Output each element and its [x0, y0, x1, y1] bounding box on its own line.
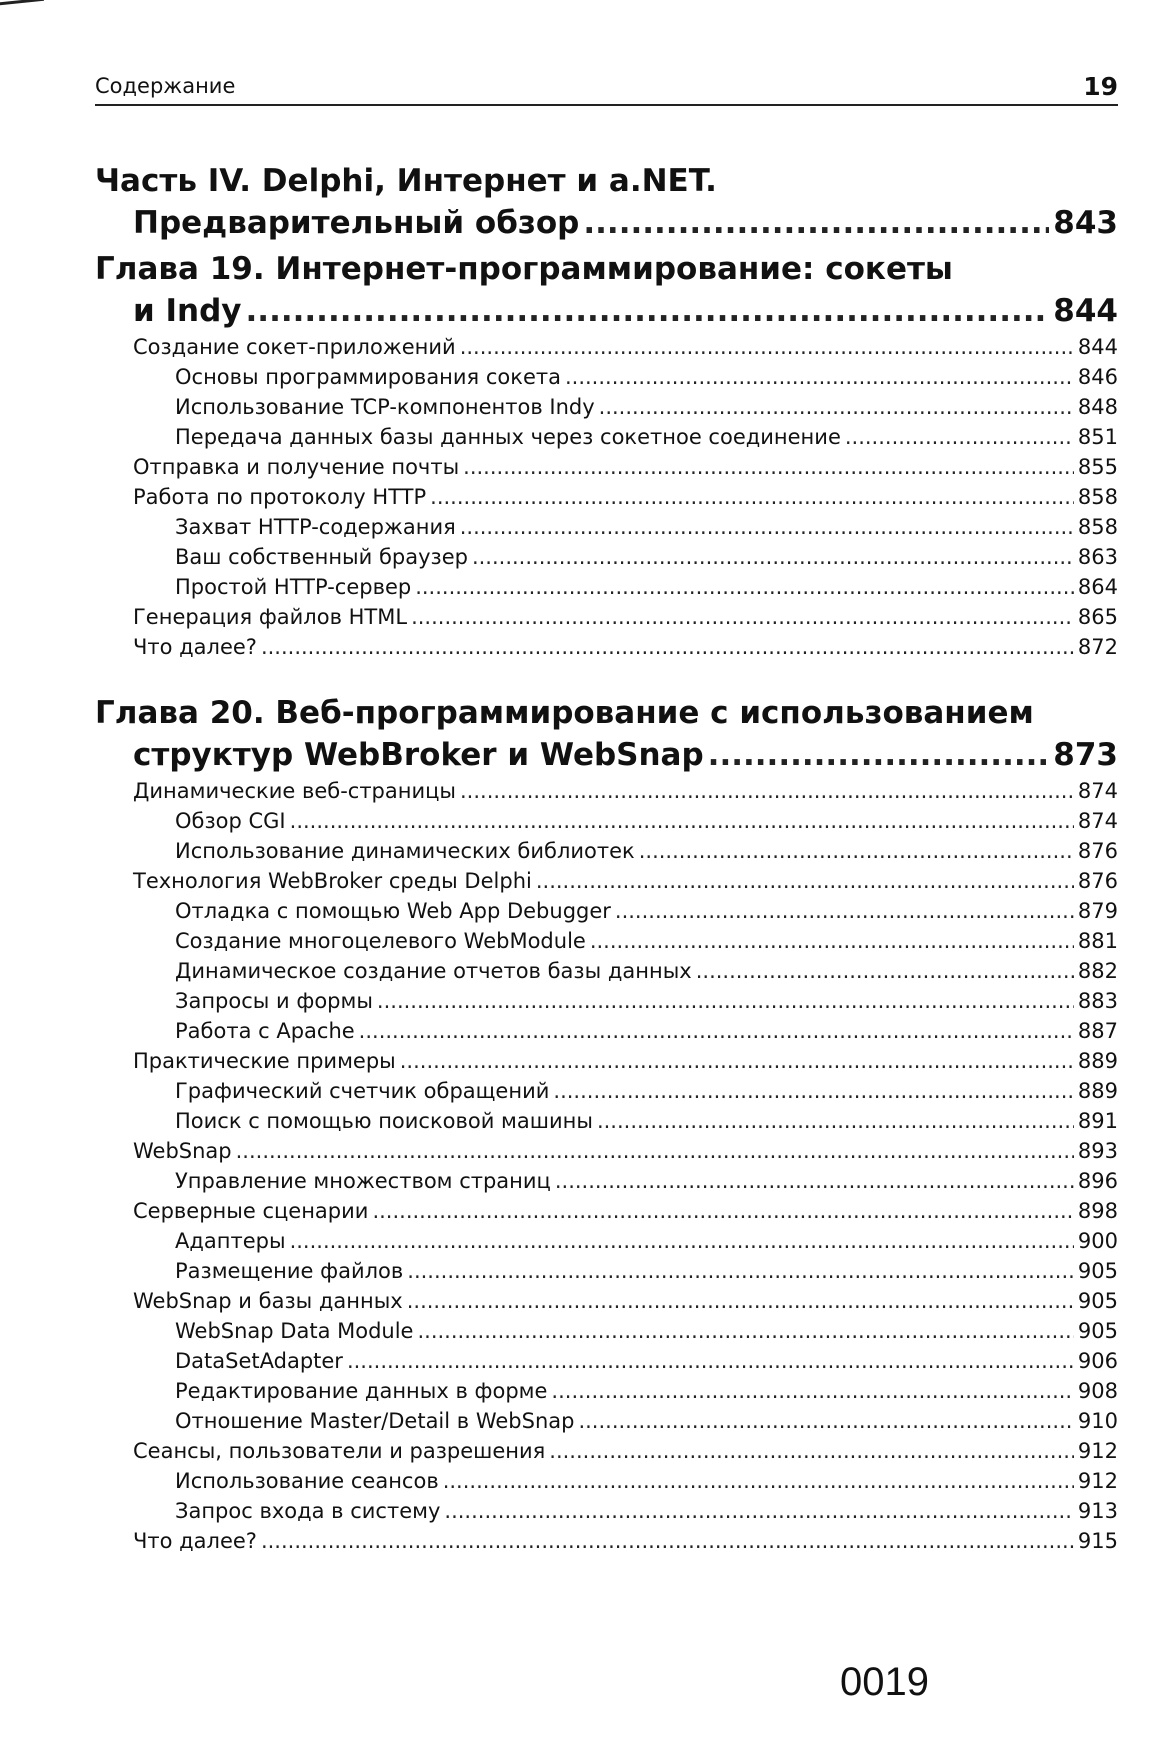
toc-section — [95, 452, 1118, 482]
dot-leader — [549, 1436, 1074, 1466]
toc-entry-page: 865 — [1077, 605, 1118, 629]
dot-leader — [261, 1526, 1074, 1556]
table-of-contents — [95, 160, 1118, 1556]
toc-section — [95, 1286, 1118, 1316]
chapter-title-line1: Глава 19. Интернет-программирование: сокеты — [95, 251, 953, 287]
dot-leader — [415, 572, 1074, 602]
chapter-heading — [95, 692, 1118, 776]
chapter-page: 873 — [1053, 737, 1118, 773]
dot-leader — [290, 806, 1074, 836]
toc-entry-page: 889 — [1077, 1049, 1118, 1073]
toc-subsection — [95, 896, 1118, 926]
toc-section — [95, 482, 1118, 512]
toc-entry-page: 874 — [1077, 809, 1118, 833]
toc-subsection — [95, 1496, 1118, 1526]
chapter-page: 844 — [1053, 293, 1118, 329]
dot-leader — [347, 1346, 1074, 1376]
toc-entry-page: 874 — [1077, 779, 1118, 803]
toc-entry-page: 900 — [1077, 1229, 1118, 1253]
toc-subsection — [95, 1406, 1118, 1436]
toc-entry-title: Практические примеры — [133, 1049, 396, 1073]
dot-leader — [411, 602, 1074, 632]
toc-entry-page: 848 — [1077, 395, 1118, 419]
dot-leader — [430, 482, 1074, 512]
toc-entry-title: Динамические веб-страницы — [133, 779, 456, 803]
toc-entry-title: Что далее? — [133, 635, 257, 659]
toc-subsection — [95, 836, 1118, 866]
toc-subsection — [95, 1346, 1118, 1376]
toc-entry-title: Использование динамических библиотек — [175, 839, 635, 863]
toc-subsection — [95, 1226, 1118, 1256]
toc-entry-title: Размещение файлов — [175, 1259, 404, 1283]
toc-entry-title: Использование сеансов — [175, 1469, 439, 1493]
running-title: Содержание — [95, 74, 236, 98]
part-page: 843 — [1053, 205, 1118, 241]
dot-leader — [359, 1016, 1074, 1046]
dot-leader — [553, 1076, 1074, 1106]
dot-leader — [615, 896, 1074, 926]
toc-entry-title: Редактирование данных в форме — [175, 1379, 548, 1403]
toc-entry-title: Создание многоцелевого WebModule — [175, 929, 586, 953]
toc-subsection — [95, 362, 1118, 392]
dot-leader — [407, 1286, 1074, 1316]
dot-leader — [551, 1376, 1073, 1406]
toc-subsection — [95, 1106, 1118, 1136]
chapter-title-entry — [95, 734, 1118, 776]
dot-leader — [246, 290, 1050, 332]
scan-corner-mark — [0, 0, 44, 15]
dot-leader — [583, 202, 1049, 244]
toc-subsection — [95, 1016, 1118, 1046]
toc-entry-title: Отправка и получение почты — [133, 455, 460, 479]
toc-entry-page: 879 — [1077, 899, 1118, 923]
toc-subsection — [95, 956, 1118, 986]
toc-entry-title: Обзор CGI — [175, 809, 286, 833]
chapter-title-entry — [95, 290, 1118, 332]
dot-leader — [400, 1046, 1074, 1076]
dot-leader — [417, 1316, 1073, 1346]
toc-entry-title: Технология WebBroker среды Delphi — [133, 869, 532, 893]
toc-entry-page: 889 — [1077, 1079, 1118, 1103]
part-title-line1: Часть IV. Delphi, Интернет и a.NET. — [95, 163, 717, 199]
toc-entry-page: 883 — [1077, 989, 1118, 1013]
toc-subsection — [95, 1376, 1118, 1406]
toc-entry-title: DataSetAdapter — [175, 1349, 343, 1373]
toc-subsection — [95, 542, 1118, 572]
toc-entry-page: 905 — [1077, 1319, 1118, 1343]
dot-leader — [261, 632, 1074, 662]
toc-entry-title: Адаптеры — [175, 1229, 286, 1253]
toc-subsection — [95, 1316, 1118, 1346]
dot-leader — [236, 1136, 1074, 1166]
toc-entry-page: 893 — [1077, 1139, 1118, 1163]
toc-subsection — [95, 512, 1118, 542]
toc-entry-title: Ваш собственный браузер — [175, 545, 468, 569]
toc-entry-title: Основы программирования сокета — [175, 365, 561, 389]
chapter-title-line2: структур WebBroker и WebSnap — [133, 737, 704, 773]
toc-entry-title: Запросы и формы — [175, 989, 373, 1013]
dot-leader — [463, 452, 1074, 482]
toc-section — [95, 1526, 1118, 1556]
toc-entry-page: 844 — [1077, 335, 1118, 359]
toc-section — [95, 602, 1118, 632]
toc-section — [95, 1196, 1118, 1226]
toc-entry-title: Поиск с помощью поисковой машины — [175, 1109, 593, 1133]
toc-entry-title: Что далее? — [133, 1529, 257, 1553]
dot-leader — [377, 986, 1074, 1016]
dot-leader — [599, 392, 1074, 422]
dot-leader — [460, 332, 1074, 362]
toc-subsection — [95, 422, 1118, 452]
part-heading — [95, 160, 1118, 244]
dot-leader — [578, 1406, 1073, 1436]
toc-subsection — [95, 392, 1118, 422]
part-title-entry — [95, 202, 1118, 244]
toc-subsection — [95, 1076, 1118, 1106]
toc-entry-title: Отношение Master/Detail в WebSnap — [175, 1409, 575, 1433]
chapter-title-line1: Глава 20. Веб-программирование с использованием — [95, 695, 1034, 731]
toc-subsection — [95, 986, 1118, 1016]
toc-entry-page: 896 — [1077, 1169, 1118, 1193]
toc-entry-page: 908 — [1077, 1379, 1118, 1403]
toc-subsection — [95, 572, 1118, 602]
chapters-container — [95, 248, 1118, 1556]
toc-section — [95, 866, 1118, 896]
toc-entry-title: WebSnap и базы данных — [133, 1289, 403, 1313]
toc-entry-title: Графический счетчик обращений — [175, 1079, 550, 1103]
toc-entry-page: 876 — [1077, 869, 1118, 893]
toc-entry-page: 910 — [1077, 1409, 1118, 1433]
dot-leader — [555, 1166, 1074, 1196]
page-header — [95, 74, 1118, 106]
toc-entry-page: 863 — [1077, 545, 1118, 569]
toc-entry-title: Управление множеством страниц — [175, 1169, 551, 1193]
toc-subsection — [95, 1256, 1118, 1286]
dot-leader — [460, 776, 1074, 806]
chapter-heading — [95, 248, 1118, 332]
toc-entry-page: 872 — [1077, 635, 1118, 659]
toc-entry-page: 855 — [1077, 455, 1118, 479]
toc-entry-page: 905 — [1077, 1289, 1118, 1313]
toc-entry-page: 887 — [1077, 1019, 1118, 1043]
dot-leader — [696, 956, 1074, 986]
dot-leader — [443, 1466, 1074, 1496]
toc-entry-page: 846 — [1077, 365, 1118, 389]
chapter-title-line2: и Indy — [133, 293, 242, 329]
dot-leader — [845, 422, 1074, 452]
toc-entry-title: Динамическое создание отчетов базы данных — [175, 959, 692, 983]
toc-subsection — [95, 926, 1118, 956]
toc-entry-page: 912 — [1077, 1469, 1118, 1493]
toc-entry-title: WebSnap — [133, 1139, 232, 1163]
toc-section — [95, 1046, 1118, 1076]
toc-section — [95, 776, 1118, 806]
dot-leader — [460, 512, 1074, 542]
toc-section — [95, 1136, 1118, 1166]
dot-leader — [472, 542, 1074, 572]
toc-entry-title: Работа с Apache — [175, 1019, 355, 1043]
toc-entry-title: Серверные сценарии — [133, 1199, 369, 1223]
toc-entry-page: 858 — [1077, 485, 1118, 509]
toc-entry-title: Использование TCP-компонентов Indy — [175, 395, 595, 419]
dot-leader — [372, 1196, 1073, 1226]
toc-entry-page: 905 — [1077, 1259, 1118, 1283]
toc-entry-title: WebSnap Data Module — [175, 1319, 414, 1343]
toc-entry-title: Генерация файлов HTML — [133, 605, 408, 629]
toc-entry-title: Передача данных базы данных через сокетное соединение — [175, 425, 841, 449]
toc-subsection — [95, 1466, 1118, 1496]
dot-leader — [290, 1226, 1074, 1256]
toc-entry-page: 906 — [1077, 1349, 1118, 1373]
toc-entry-page: 881 — [1077, 929, 1118, 953]
toc-entry-page: 864 — [1077, 575, 1118, 599]
dot-leader — [639, 836, 1074, 866]
toc-entry-title: Простой HTTP-сервер — [175, 575, 412, 599]
toc-entry-page: 851 — [1077, 425, 1118, 449]
scan-stamp: 0019 — [840, 1660, 929, 1704]
toc-entry-page: 858 — [1077, 515, 1118, 539]
page-number: 19 — [1083, 72, 1118, 101]
dot-leader — [565, 362, 1074, 392]
toc-entry-title: Создание сокет-приложений — [133, 335, 456, 359]
dot-leader — [590, 926, 1074, 956]
toc-entry-page: 898 — [1077, 1199, 1118, 1223]
toc-entry-page: 882 — [1077, 959, 1118, 983]
toc-entry-page: 913 — [1077, 1499, 1118, 1523]
dot-leader — [444, 1496, 1074, 1526]
dot-leader — [708, 734, 1050, 776]
toc-entry-page: 891 — [1077, 1109, 1118, 1133]
toc-entry-title: Запрос входа в систему — [175, 1499, 441, 1523]
toc-entry-page: 915 — [1077, 1529, 1118, 1553]
toc-subsection — [95, 806, 1118, 836]
toc-entry-title: Работа по протоколу HTTP — [133, 485, 427, 509]
toc-subsection — [95, 1166, 1118, 1196]
toc-entry-title: Отладка с помощью Web App Debugger — [175, 899, 611, 923]
part-title-line2: Предварительный обзор — [133, 205, 580, 241]
toc-section — [95, 332, 1118, 362]
toc-entry-title: Захват HTTP-содержания — [175, 515, 456, 539]
toc-section — [95, 632, 1118, 662]
dot-leader — [407, 1256, 1074, 1286]
toc-entry-page: 912 — [1077, 1439, 1118, 1463]
dot-leader — [597, 1106, 1074, 1136]
toc-entry-title: Сеансы, пользователи и разрешения — [133, 1439, 546, 1463]
dot-leader — [536, 866, 1074, 896]
toc-entry-page: 876 — [1077, 839, 1118, 863]
toc-section — [95, 1436, 1118, 1466]
